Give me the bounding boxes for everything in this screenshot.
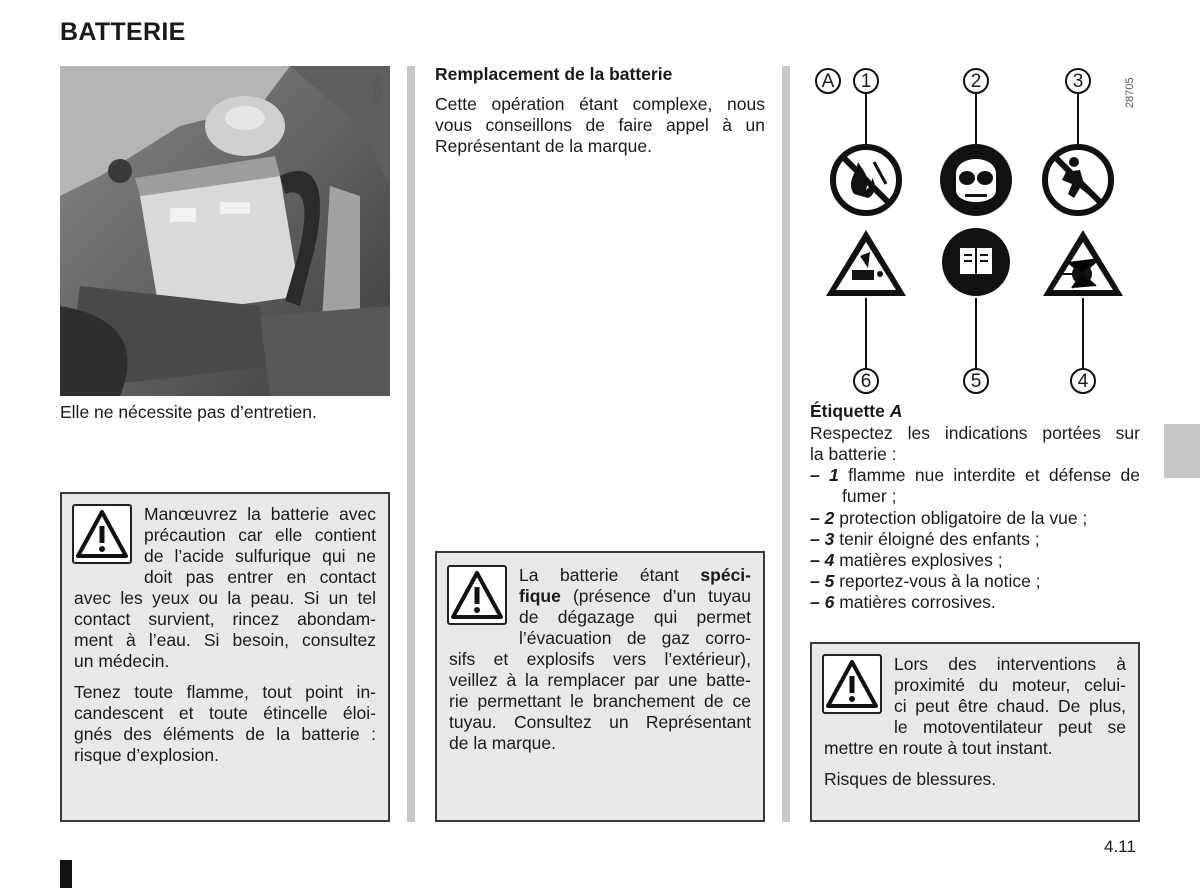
battery-label-diagram [810,62,1140,398]
etiquette-heading [810,401,902,422]
warning1-line: Manœuvrez la batterie avec [144,504,376,524]
page-number: 4.11 [1104,837,1136,856]
page-title: BATTERIE [60,18,186,46]
etiquette-heading-letter: A [889,401,903,421]
warning2-bold: fique [519,586,561,606]
list-dash: – [810,508,820,528]
warning3-line: ci peut être chaud. De plus, [894,696,1126,716]
warning2-line: sifs et explosifs vers l’extérieur), [449,649,751,669]
replacement-line: vous conseillons de faire appel à un [435,115,765,135]
warning-triangle-icon [449,567,505,623]
list-dash: – [810,529,820,549]
section-tab [1164,424,1200,478]
warning2-line: rie permettant le branchement de ce [449,691,751,711]
warning1-para2-line: gnés des éléments de la batterie : [74,724,376,744]
list-item-text: matières explosives ; [839,550,1003,570]
list-item [810,465,1140,486]
warning3-line: Lors des interventions à [894,654,1126,674]
warning2-line: veillez à la remplacer par une batte- [449,670,751,690]
warning2-line-2 [519,586,751,607]
label-number-2: 2 [963,68,989,94]
warning-box-specific-battery [435,551,765,822]
replacement-heading: Remplacement de la batterie [435,64,673,84]
warning-triangle-icon [824,656,880,712]
list-dash: – [810,465,820,485]
replacement-line: Représentant de la marque. [435,136,652,156]
list-item [810,529,1040,550]
warning1-line: précaution car elle contient [144,525,376,545]
warning2-line-1 [519,565,751,586]
warning1-line: de l’acide sulfurique qui ne [144,546,376,566]
warning-icon [447,565,507,625]
list-item [810,571,1041,592]
list-item-number: 4 [824,550,835,570]
warning2-text: La batterie étant [519,565,679,585]
list-item-number: 3 [824,529,835,549]
list-dash: – [810,571,820,591]
label-letter-a: A [815,68,841,94]
engine-bay-photo [60,66,390,396]
list-item [810,550,1003,571]
list-item-number: 5 [824,571,835,591]
warning1-line: avec les yeux ou la peau. Si un tel [74,588,376,608]
list-dash: – [810,592,820,612]
label-number-6: 6 [853,368,879,394]
warning2-text: (présence d’un tuyau [572,586,751,606]
warning1-line: un médecin. [74,651,170,671]
warning2-bold: spéci- [700,565,751,585]
list-item-number: 2 [824,508,835,528]
warning3-para2: Risques de blessures. [824,769,997,789]
warning3-line: mettre en route à tout instant. [824,738,1053,758]
photo-caption: Elle ne nécessite pas d’entretien. [60,402,317,422]
battery-photo-illustration [60,66,390,396]
warning-triangle-icon [74,506,130,562]
label-number-3: 3 [1065,68,1091,94]
label-number-1: 1 [853,68,879,94]
warning2-line: de la marque. [449,733,557,753]
etiquette-heading-text: Étiquette [810,401,885,421]
warning2-line: de dégazage qui permet [519,607,751,627]
warning3-line: le motoventilateur peut se [894,717,1126,737]
warning1-para2-line: risque d’explosion. [74,745,219,765]
list-dash: – [810,550,820,570]
list-item-continuation: fumer ; [842,486,897,506]
column-divider-right [782,66,790,822]
warning1-line: ment à l’eau. Si besoin, consultez [74,630,376,650]
list-item-text: reportez-vous à la notice ; [839,571,1041,591]
list-item-text: matières corrosives. [839,592,996,612]
etiquette-intro-line: Respectez les indications portées sur [810,423,1140,443]
warning1-line: doit pas entrer en contact [144,567,376,587]
label-number-4: 4 [1070,368,1096,394]
warning1-line: contact survient, rincez abondam- [74,609,376,629]
warning2-line: l’évacuation de gaz corro- [519,628,751,648]
etiquette-section [810,401,1140,621]
warning1-para2-line: candescent et toute étincelle éloi- [74,703,376,723]
list-item-number: 6 [824,592,835,612]
warning-icon [72,504,132,564]
etiquette-intro-line: la batterie : [810,444,897,464]
page-edge-marker [60,860,72,888]
warning-box-acid [60,492,390,822]
warning1-para2-line: Tenez toute flamme, tout point in- [74,682,376,702]
warning-icon [822,654,882,714]
list-item-text: tenir éloigné des enfants ; [839,529,1040,549]
column-divider-left [407,66,415,822]
warning2-line: tuyau. Consultez un Représentant [449,712,751,732]
label-number-5: 5 [963,368,989,394]
list-item-number: 1 [829,465,839,485]
replacement-line: Cette opération étant complexe, nous [435,94,765,114]
list-item [810,508,1087,529]
photo-reference-number: 32203 [372,75,384,106]
warning-box-engine-hot [810,642,1140,822]
list-item-text: flamme nue interdite et défense de [848,465,1140,485]
list-item-text: protection obligatoire de la vue ; [839,508,1088,528]
label-symbols-illustration [810,62,1140,398]
list-item [810,592,996,613]
diagram-reference-number: 28705 [1124,77,1136,108]
warning3-line: proximité du moteur, celui- [894,675,1126,695]
